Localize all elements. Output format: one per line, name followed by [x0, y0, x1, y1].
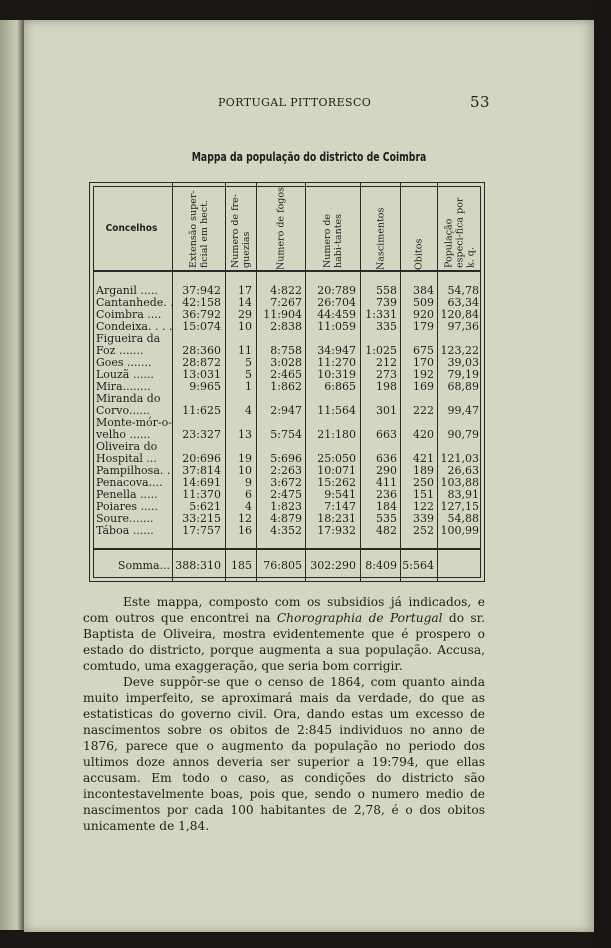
cell-freg: 9 — [245, 476, 252, 489]
cell-freg: 17 — [238, 284, 252, 297]
book-spine-shadow — [594, 0, 611, 948]
header-populacao: População especi-fica por k. q. — [443, 197, 476, 268]
cell-nasc: 212 — [376, 356, 397, 369]
cell-nasc: 739 — [376, 296, 397, 309]
sum-label: Somma... — [117, 559, 170, 572]
italic-title: Chorographia de Portugal — [276, 611, 443, 625]
cell-freg: 19 — [238, 452, 252, 465]
cell-fogos: 1:823 — [270, 500, 302, 513]
cell-ext: 23:327 — [182, 428, 221, 441]
header-nascimentos: Nascimentos — [375, 207, 386, 270]
table-row — [93, 417, 481, 441]
concelho-name: Poiares ..... — [96, 500, 159, 513]
concelho-name: Penella ..... — [96, 488, 158, 501]
cell-fogos: 7:267 — [270, 296, 302, 309]
cell-hab: 6:865 — [324, 380, 356, 393]
concelho-name: velho ...... — [96, 428, 151, 441]
cell-pop: 68,89 — [447, 380, 479, 393]
concelho-name: Mira........ — [96, 380, 151, 393]
page-number: 53 — [470, 93, 490, 111]
cell-pop: 83,91 — [447, 488, 479, 501]
cell-freg: 11 — [238, 344, 252, 357]
cell-hab: 11:059 — [317, 320, 356, 333]
cell-fogos: 11:904 — [263, 308, 302, 321]
header-extensao: Extensão super-ficial em hect. — [188, 190, 210, 268]
sum-fogos: 76:805 — [263, 559, 302, 572]
cell-nasc: 290 — [376, 464, 397, 477]
cell-obitos: 420 — [413, 428, 434, 441]
header-concelhos: Concelhos — [105, 222, 158, 234]
cell-obitos: 920 — [413, 308, 434, 321]
header-freguezias: Numero de fre-guezias — [230, 194, 252, 268]
concelho-name: Coimbra .... — [96, 308, 162, 321]
cell-fogos: 8:758 — [270, 344, 302, 357]
cell-pop: 100,99 — [440, 524, 479, 537]
cell-ext: 37:814 — [182, 464, 221, 477]
cell-obitos: 189 — [413, 464, 434, 477]
cell-hab: 9:541 — [324, 488, 356, 501]
cell-pop: 103,88 — [440, 476, 479, 489]
concelho-name: Cantanhede. . — [96, 296, 174, 309]
cell-freg: 6 — [245, 488, 252, 501]
cell-obitos: 250 — [413, 476, 434, 489]
cell-freg: 4 — [245, 404, 252, 417]
concelho-name: Monte-mór-o- — [96, 416, 172, 429]
paragraph-1: Este mappa, composto com os subsidios já indicados, e com outros que encontrei na Chorographia de Portugal do sr. Baptista de Oliveira, mostra evidentemente que é prospero o estado do districto, porque augmenta a sua população. Accusa, comtudo, uma exaggeração, que seria bom corrigir. — [83, 595, 485, 673]
cell-ext: 28:872 — [182, 356, 221, 369]
cell-nasc: 236 — [376, 488, 397, 501]
cell-ext: 33:215 — [182, 512, 221, 525]
concelho-name: Foz ....... — [96, 344, 144, 357]
population-table — [89, 182, 485, 582]
cell-obitos: 222 — [413, 404, 434, 417]
cell-nasc: 184 — [376, 500, 397, 513]
table-row — [93, 441, 481, 465]
concelho-name: Corvo...... — [96, 404, 150, 417]
cell-pop: 127,15 — [440, 500, 479, 513]
table-title: Mappa da população do districto de Coimbra — [191, 150, 427, 164]
paragraph-2: Deve suppôr-se que o censo de 1864, com quanto ainda muito imperfeito, se aproximará mais da verdade, do que as estatisticas do governo civil. Ora, dando estas um excesso de nascimentos sobre os obitos de 2:845 individuos no anno de 1876, parece que o augmento da população no periodo dos ultimos doze annos deveria ser superior a 19:794, que ellas accusam. Em todo o caso, as condições do districto são incontestavelmente boas, pois que, sendo o numero medio de nascimentos por cada 100 habitantes de 2,78, é o dos obitos unicamente de 1,84. — [83, 675, 485, 833]
cell-hab: 10:071 — [317, 464, 356, 477]
cell-pop: 54,78 — [447, 284, 479, 297]
table-row — [93, 393, 481, 417]
concelho-name: Goes ....... — [96, 356, 152, 369]
cell-pop: 121,03 — [440, 452, 479, 465]
cell-hab: 11:564 — [317, 404, 356, 417]
cell-obitos: 151 — [413, 488, 434, 501]
cell-pop: 90,79 — [447, 428, 479, 441]
cell-fogos: 2:947 — [270, 404, 302, 417]
cell-freg: 5 — [245, 356, 252, 369]
cell-ext: 5:621 — [189, 500, 221, 513]
cell-freg: 4 — [245, 500, 252, 513]
cell-nasc: 663 — [376, 428, 397, 441]
cell-ext: 37:942 — [182, 284, 221, 297]
cell-hab: 20:789 — [317, 284, 356, 297]
cell-hab: 15:262 — [317, 476, 356, 489]
cell-fogos: 2:838 — [270, 320, 302, 333]
cell-hab: 7:147 — [324, 500, 356, 513]
cell-hab: 25:050 — [317, 452, 356, 465]
cell-freg: 29 — [238, 308, 252, 321]
cell-ext: 42:158 — [182, 296, 221, 309]
concelho-name: Figueira da — [96, 332, 161, 345]
cell-pop: 120,84 — [440, 308, 479, 321]
cell-nasc: 558 — [376, 284, 397, 297]
cell-obitos: 122 — [413, 500, 434, 513]
cell-ext: 15:074 — [182, 320, 221, 333]
cell-hab: 21:180 — [317, 428, 356, 441]
sum-nasc: 8:409 — [365, 559, 397, 572]
cell-freg: 10 — [238, 320, 252, 333]
cell-obitos: 421 — [413, 452, 434, 465]
cell-nasc: 411 — [376, 476, 397, 489]
cell-nasc: 535 — [376, 512, 397, 525]
sum-rule — [93, 548, 481, 550]
concelho-name: Hospital ... — [96, 452, 157, 465]
cell-ext: 11:370 — [182, 488, 221, 501]
cell-hab: 17:932 — [317, 524, 356, 537]
cell-obitos: 675 — [413, 344, 434, 357]
cell-pop: 54,88 — [447, 512, 479, 525]
cell-fogos: 3:672 — [270, 476, 302, 489]
body-text — [83, 594, 485, 834]
cell-fogos: 3:028 — [270, 356, 302, 369]
sum-obitos: 5:564 — [402, 559, 434, 572]
cell-ext: 11:625 — [182, 404, 221, 417]
sum-row — [93, 560, 481, 572]
cell-fogos: 4:822 — [270, 284, 302, 297]
cell-fogos: 4:352 — [270, 524, 302, 537]
cell-nasc: 335 — [376, 320, 397, 333]
cell-ext: 20:696 — [182, 452, 221, 465]
cell-freg: 14 — [238, 296, 252, 309]
cell-pop: 39,03 — [447, 356, 479, 369]
cell-freg: 10 — [238, 464, 252, 477]
cell-obitos: 339 — [413, 512, 434, 525]
cell-obitos: 384 — [413, 284, 434, 297]
concelho-name: Condeixa. . . . — [96, 320, 173, 333]
cell-ext: 13:031 — [182, 368, 221, 381]
cell-obitos: 192 — [413, 368, 434, 381]
cell-nasc: 301 — [376, 404, 397, 417]
cell-hab: 11:270 — [317, 356, 356, 369]
running-title: PORTUGAL PITTORESCO — [218, 96, 372, 109]
cell-nasc: 482 — [376, 524, 397, 537]
cell-hab: 26:704 — [317, 296, 356, 309]
concelho-name: Arganil ..... — [96, 284, 158, 297]
cell-ext: 9:965 — [189, 380, 221, 393]
cell-freg: 12 — [238, 512, 252, 525]
cell-ext: 36:792 — [182, 308, 221, 321]
cell-fogos: 4:879 — [270, 512, 302, 525]
header-fogos: Numero de fogos — [275, 187, 287, 270]
cell-obitos: 169 — [413, 380, 434, 393]
cell-hab: 34:947 — [317, 344, 356, 357]
cell-fogos: 5:754 — [270, 428, 302, 441]
cell-obitos: 509 — [413, 296, 434, 309]
concelho-name: Oliveira do — [96, 440, 158, 453]
cell-fogos: 2:475 — [270, 488, 302, 501]
table-row — [93, 333, 481, 357]
cell-hab: 44:459 — [317, 308, 356, 321]
cell-hab: 10:319 — [317, 368, 356, 381]
cell-nasc: 636 — [376, 452, 397, 465]
cell-fogos: 2:263 — [270, 464, 302, 477]
cell-freg: 1 — [245, 380, 252, 393]
cell-hab: 18:231 — [317, 512, 356, 525]
concelho-name: Soure....... — [96, 512, 154, 525]
sum-freg: 185 — [231, 559, 252, 572]
cell-obitos: 252 — [413, 524, 434, 537]
concelho-name: Penacova.... — [96, 476, 163, 489]
cell-obitos: 170 — [413, 356, 434, 369]
header-habitantes: Numero de habi-tantes — [322, 213, 344, 268]
cell-nasc: 1:331 — [365, 308, 397, 321]
cell-freg: 16 — [238, 524, 252, 537]
cell-freg: 5 — [245, 368, 252, 381]
cell-pop: 123,22 — [440, 344, 479, 357]
facing-page-edge — [0, 20, 24, 930]
book-page — [24, 20, 594, 932]
cell-obitos: 179 — [413, 320, 434, 333]
cell-pop: 63,34 — [447, 296, 479, 309]
cell-fogos: 1:862 — [270, 380, 302, 393]
sum-ext: 388:310 — [175, 559, 221, 572]
sum-hab: 302:290 — [310, 559, 356, 572]
cell-pop: 97,36 — [447, 320, 479, 333]
cell-nasc: 1:025 — [365, 344, 397, 357]
cell-pop: 79,19 — [447, 368, 479, 381]
concelho-name: Louzã ...... — [96, 368, 154, 381]
cell-pop: 26,63 — [447, 464, 479, 477]
header-obitos: Obitos — [413, 238, 425, 270]
cell-fogos: 5:696 — [270, 452, 302, 465]
cell-nasc: 198 — [376, 380, 397, 393]
cell-ext: 17:757 — [182, 524, 221, 537]
cell-pop: 99,47 — [447, 404, 479, 417]
cell-freg: 13 — [238, 428, 252, 441]
cell-ext: 28:360 — [182, 344, 221, 357]
cell-ext: 14:691 — [182, 476, 221, 489]
cell-fogos: 2:465 — [270, 368, 302, 381]
concelho-name: Miranda do — [96, 392, 161, 405]
cell-nasc: 273 — [376, 368, 397, 381]
concelho-name: Pampilhosa. . — [96, 464, 171, 477]
table-row — [93, 525, 481, 537]
header-rule — [93, 270, 481, 272]
concelho-name: Táboa ...... — [96, 524, 154, 537]
